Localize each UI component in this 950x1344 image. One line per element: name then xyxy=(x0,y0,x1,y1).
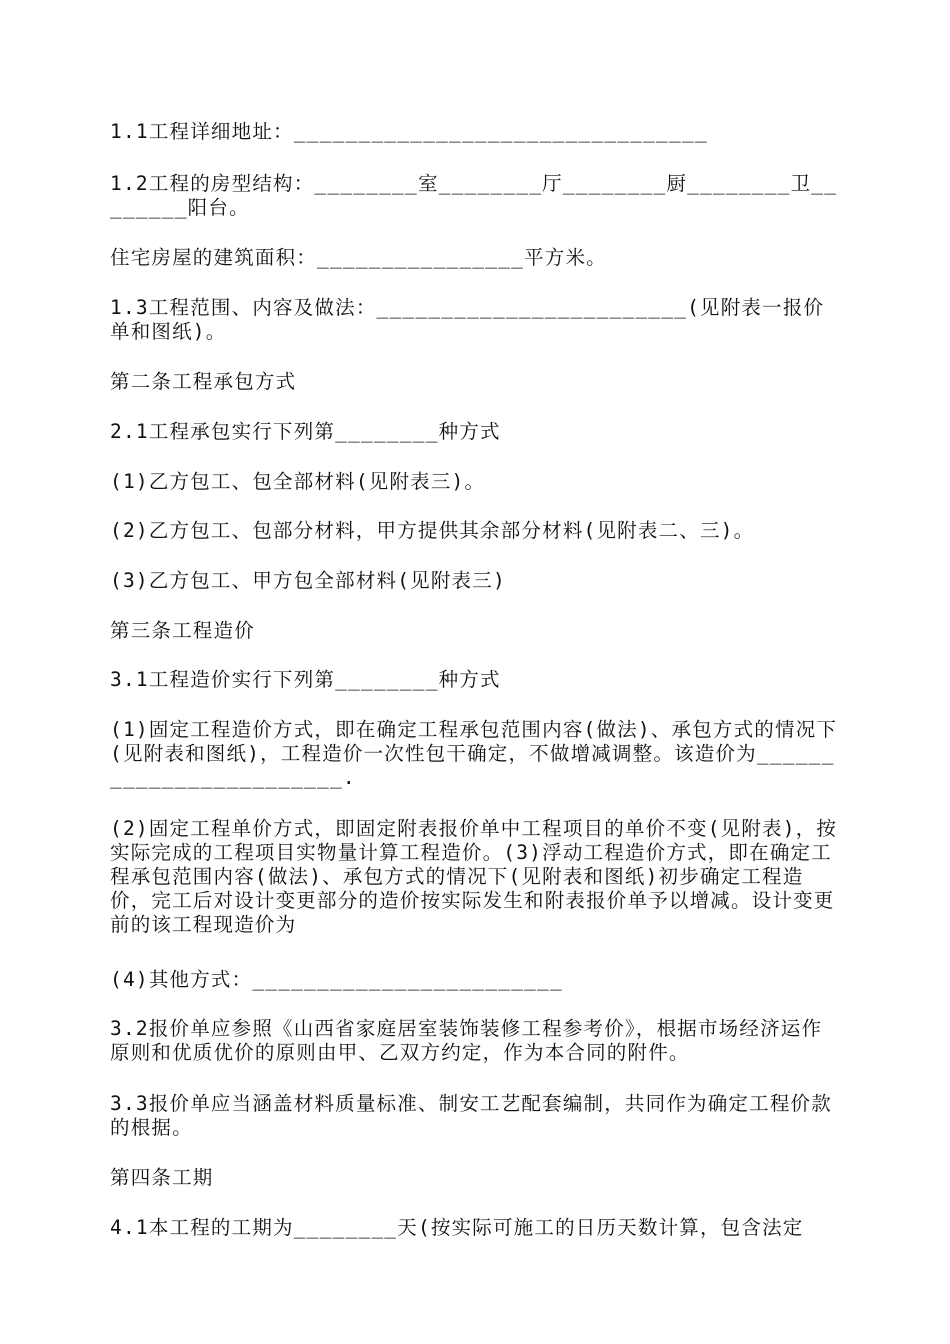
clause-3-2: 3.2报价单应参照《山西省家庭居室装饰装修工程参考价》，根据市场经济运作原则和优质优价的原则由甲、乙双方约定，作为本合同的附件。 xyxy=(110,1017,823,1064)
clause-4-1: 4.1本工程的工期为________天(按实际可施工的日历天数计算，包含法定 xyxy=(110,1216,804,1239)
article-2-heading: 第二条工程承包方式 xyxy=(110,370,297,393)
clause-2-1-option-1: (1)乙方包工、包全部材料(见附表三)。 xyxy=(110,470,486,493)
clause-3-3: 3.3报价单应当涵盖材料质量标准、制安工艺配套编制，共同作为确定工程价款的根据。 xyxy=(110,1092,832,1139)
clause-3-1: 3.1工程造价实行下列第________种方式 xyxy=(110,668,501,691)
building-area-line: 住宅房屋的建筑面积：________________平方米。 xyxy=(110,246,607,269)
clause-3-1-option-2-3: (2)固定工程单价方式，即固定附表报价单中工程项目的单价不变(见附表)，按实际完成的工程项目实物量计算工程造价。(3)浮动工程造价方式，即在确定工程承包范围内容(做法)、承包方式的情况下(见附表和图纸)初步确定工程造价，完工后对设计变更部分的造价按实际发生和附表报价单予以增减。设计变更前的该工程现造价为 xyxy=(110,817,838,936)
article-3-heading: 第三条工程造价 xyxy=(110,619,255,642)
clause-2-1-option-2: (2)乙方包工、包部分材料，甲方提供其余部分材料(见附表二、三)。 xyxy=(110,519,755,542)
clause-1-1-address: 1.1工程详细地址：________________________________ xyxy=(110,120,708,143)
clause-2-1-option-3: (3)乙方包工、甲方包全部材料(见附表三) xyxy=(110,569,506,592)
clause-2-1: 2.1工程承包实行下列第________种方式 xyxy=(110,420,501,443)
clause-1-3-scope: 1.3工程范围、内容及做法：________________________(见附表一报价单和图纸)。 xyxy=(110,296,825,343)
clause-3-1-option-4: (4)其他方式：________________________ xyxy=(110,968,563,991)
clause-3-1-option-1: (1)固定工程造价方式，即在确定工程承包范围内容(做法)、承包方式的情况下(见附表和图纸)，工程造价一次性包干确定，不做增减调整。该造价为________________________. xyxy=(110,718,838,789)
clause-1-2-room-structure: 1.2工程的房型结构：________室________厅________厨________卫________阳台。 xyxy=(110,172,838,219)
article-4-heading: 第四条工期 xyxy=(110,1166,214,1189)
